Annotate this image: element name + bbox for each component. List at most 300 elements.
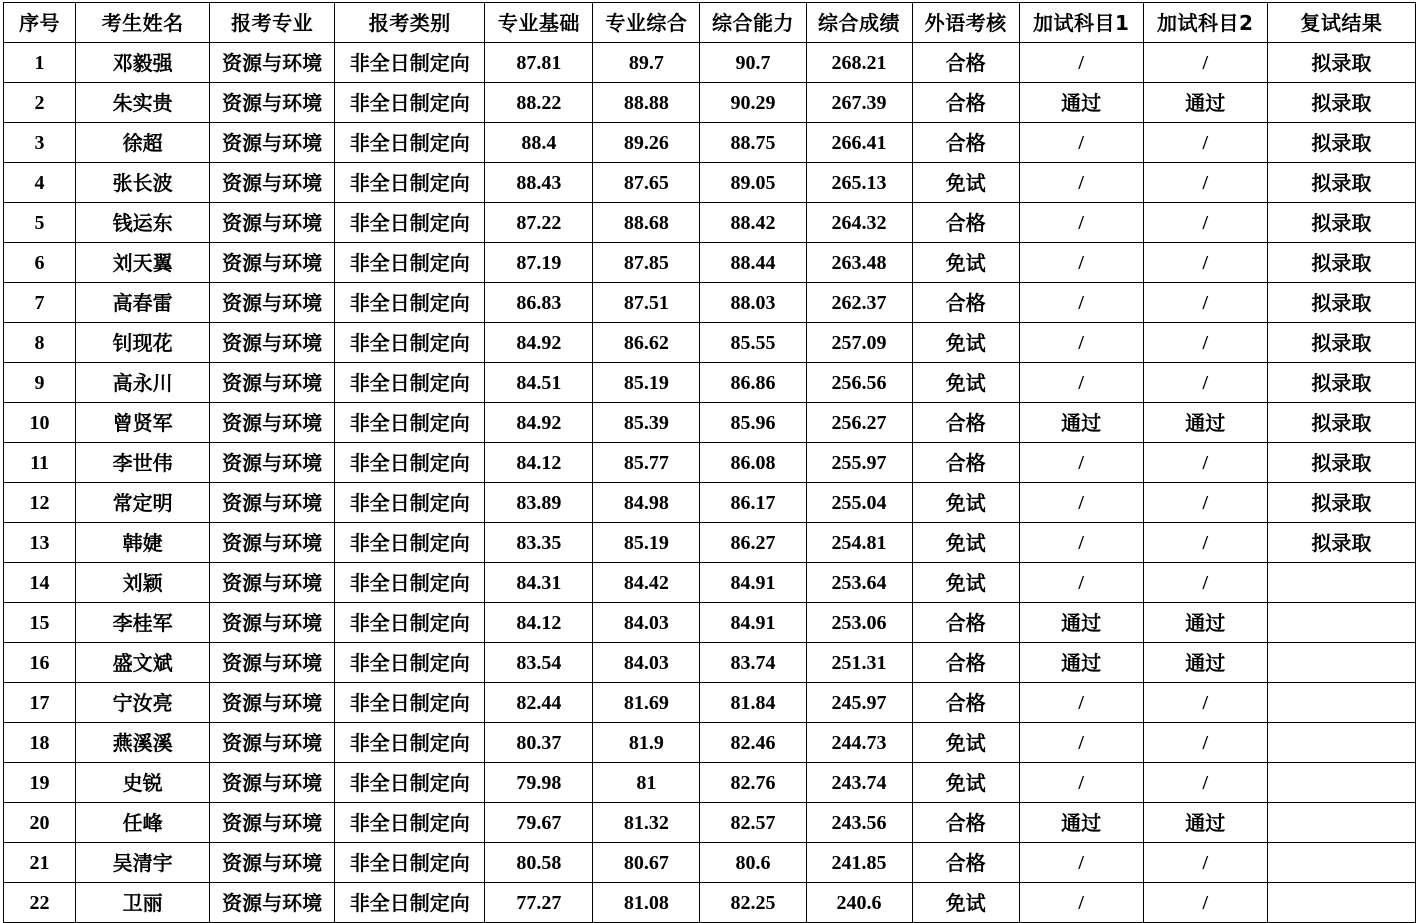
cell-major: 资源与环境	[210, 163, 335, 203]
cell-index: 22	[4, 883, 76, 923]
table-header	[4, 3, 1416, 43]
cell-total: 255.04	[806, 483, 912, 523]
cell-index: 20	[4, 803, 76, 843]
column-header-major: 报考专业	[210, 3, 335, 43]
header-row	[4, 3, 1416, 43]
cell-extra-subject-1: /	[1019, 883, 1143, 923]
cell-ability: 86.27	[700, 523, 806, 563]
cell-comprehensive: 85.19	[593, 523, 700, 563]
table-row	[4, 603, 1416, 643]
cell-comprehensive: 80.67	[593, 843, 700, 883]
cell-index: 7	[4, 283, 76, 323]
cell-comprehensive: 88.88	[593, 83, 700, 123]
cell-extra-subject-2: 通过	[1143, 603, 1267, 643]
cell-total: 245.97	[806, 683, 912, 723]
cell-index: 18	[4, 723, 76, 763]
cell-comprehensive: 84.42	[593, 563, 700, 603]
cell-major: 资源与环境	[210, 243, 335, 283]
cell-foreign-language: 免试	[912, 163, 1019, 203]
cell-extra-subject-2: /	[1143, 683, 1267, 723]
cell-extra-subject-1: /	[1019, 683, 1143, 723]
cell-ability: 88.44	[700, 243, 806, 283]
table-row	[4, 483, 1416, 523]
cell-foreign-language: 合格	[912, 643, 1019, 683]
cell-comprehensive: 87.51	[593, 283, 700, 323]
column-header-type: 报考类别	[335, 3, 485, 43]
cell-ability: 90.7	[700, 43, 806, 83]
cell-base: 84.12	[485, 443, 593, 483]
cell-total: 264.32	[806, 203, 912, 243]
cell-major: 资源与环境	[210, 43, 335, 83]
cell-major: 资源与环境	[210, 523, 335, 563]
cell-extra-subject-1: /	[1019, 483, 1143, 523]
cell-name: 徐超	[76, 123, 210, 163]
cell-type: 非全日制定向	[335, 683, 485, 723]
cell-extra-subject-1: 通过	[1019, 643, 1143, 683]
cell-total: 243.74	[806, 763, 912, 803]
cell-foreign-language: 合格	[912, 603, 1019, 643]
cell-comprehensive: 84.03	[593, 643, 700, 683]
cell-result: 拟录取	[1267, 443, 1415, 483]
cell-name: 刘颖	[76, 563, 210, 603]
cell-ability: 88.03	[700, 283, 806, 323]
cell-extra-subject-2: /	[1143, 363, 1267, 403]
cell-base: 84.51	[485, 363, 593, 403]
cell-ability: 88.75	[700, 123, 806, 163]
cell-major: 资源与环境	[210, 603, 335, 643]
cell-result: 拟录取	[1267, 203, 1415, 243]
cell-extra-subject-1: 通过	[1019, 803, 1143, 843]
cell-ability: 90.29	[700, 83, 806, 123]
cell-base: 79.67	[485, 803, 593, 843]
cell-total: 254.81	[806, 523, 912, 563]
cell-ability: 85.96	[700, 403, 806, 443]
cell-comprehensive: 88.68	[593, 203, 700, 243]
cell-comprehensive: 89.7	[593, 43, 700, 83]
cell-result	[1267, 723, 1415, 763]
cell-extra-subject-2: /	[1143, 163, 1267, 203]
cell-base: 84.31	[485, 563, 593, 603]
cell-foreign-language: 合格	[912, 203, 1019, 243]
cell-result: 拟录取	[1267, 83, 1415, 123]
cell-foreign-language: 免试	[912, 563, 1019, 603]
cell-total: 262.37	[806, 283, 912, 323]
cell-extra-subject-2: /	[1143, 843, 1267, 883]
cell-total: 253.06	[806, 603, 912, 643]
table-row	[4, 843, 1416, 883]
cell-index: 11	[4, 443, 76, 483]
cell-ability: 81.84	[700, 683, 806, 723]
cell-extra-subject-2: /	[1143, 883, 1267, 923]
cell-extra-subject-2: /	[1143, 243, 1267, 283]
cell-foreign-language: 合格	[912, 683, 1019, 723]
cell-index: 5	[4, 203, 76, 243]
column-header-foreign-language: 外语考核	[912, 3, 1019, 43]
cell-index: 21	[4, 843, 76, 883]
cell-base: 84.92	[485, 403, 593, 443]
cell-base: 77.27	[485, 883, 593, 923]
table-row	[4, 443, 1416, 483]
cell-ability: 86.17	[700, 483, 806, 523]
cell-name: 刘天翼	[76, 243, 210, 283]
cell-name: 宁汝亮	[76, 683, 210, 723]
cell-result: 拟录取	[1267, 283, 1415, 323]
cell-foreign-language: 合格	[912, 283, 1019, 323]
cell-major: 资源与环境	[210, 363, 335, 403]
column-header-total: 综合成绩	[806, 3, 912, 43]
cell-foreign-language: 免试	[912, 763, 1019, 803]
cell-extra-subject-2: 通过	[1143, 803, 1267, 843]
cell-base: 82.44	[485, 683, 593, 723]
cell-result	[1267, 763, 1415, 803]
cell-index: 4	[4, 163, 76, 203]
cell-total: 266.41	[806, 123, 912, 163]
cell-extra-subject-2: 通过	[1143, 83, 1267, 123]
cell-base: 88.43	[485, 163, 593, 203]
cell-extra-subject-1: /	[1019, 523, 1143, 563]
cell-type: 非全日制定向	[335, 883, 485, 923]
cell-major: 资源与环境	[210, 563, 335, 603]
cell-ability: 82.46	[700, 723, 806, 763]
cell-name: 常定明	[76, 483, 210, 523]
cell-comprehensive: 85.19	[593, 363, 700, 403]
cell-foreign-language: 合格	[912, 803, 1019, 843]
cell-major: 资源与环境	[210, 843, 335, 883]
cell-major: 资源与环境	[210, 123, 335, 163]
table-row	[4, 883, 1416, 923]
cell-foreign-language: 免试	[912, 243, 1019, 283]
cell-ability: 82.76	[700, 763, 806, 803]
admission-score-table	[3, 2, 1416, 923]
cell-type: 非全日制定向	[335, 363, 485, 403]
cell-type: 非全日制定向	[335, 803, 485, 843]
cell-foreign-language: 合格	[912, 43, 1019, 83]
cell-total: 251.31	[806, 643, 912, 683]
cell-result: 拟录取	[1267, 123, 1415, 163]
table-row	[4, 403, 1416, 443]
cell-name: 吴清宇	[76, 843, 210, 883]
cell-foreign-language: 免试	[912, 323, 1019, 363]
cell-result	[1267, 643, 1415, 683]
cell-result: 拟录取	[1267, 243, 1415, 283]
cell-index: 8	[4, 323, 76, 363]
cell-extra-subject-1: /	[1019, 843, 1143, 883]
cell-index: 3	[4, 123, 76, 163]
column-header-extra-subject-1: 加试科目1	[1019, 3, 1143, 43]
cell-type: 非全日制定向	[335, 483, 485, 523]
cell-result	[1267, 803, 1415, 843]
cell-name: 邓毅强	[76, 43, 210, 83]
cell-base: 83.35	[485, 523, 593, 563]
cell-extra-subject-2: /	[1143, 483, 1267, 523]
cell-name: 朱实贵	[76, 83, 210, 123]
cell-total: 267.39	[806, 83, 912, 123]
cell-extra-subject-2: /	[1143, 723, 1267, 763]
cell-result: 拟录取	[1267, 363, 1415, 403]
cell-major: 资源与环境	[210, 803, 335, 843]
table-row	[4, 563, 1416, 603]
cell-total: 244.73	[806, 723, 912, 763]
cell-foreign-language: 免试	[912, 883, 1019, 923]
cell-index: 12	[4, 483, 76, 523]
cell-extra-subject-1: 通过	[1019, 403, 1143, 443]
cell-name: 高春雷	[76, 283, 210, 323]
cell-major: 资源与环境	[210, 83, 335, 123]
cell-extra-subject-2: 通过	[1143, 643, 1267, 683]
cell-extra-subject-1: /	[1019, 203, 1143, 243]
table-row	[4, 323, 1416, 363]
cell-base: 83.54	[485, 643, 593, 683]
cell-foreign-language: 合格	[912, 843, 1019, 883]
cell-comprehensive: 85.39	[593, 403, 700, 443]
cell-total: 253.64	[806, 563, 912, 603]
cell-name: 卫丽	[76, 883, 210, 923]
cell-foreign-language: 合格	[912, 443, 1019, 483]
table-row	[4, 763, 1416, 803]
cell-comprehensive: 89.26	[593, 123, 700, 163]
table-row	[4, 283, 1416, 323]
cell-type: 非全日制定向	[335, 83, 485, 123]
cell-name: 史锐	[76, 763, 210, 803]
table-row	[4, 523, 1416, 563]
cell-index: 17	[4, 683, 76, 723]
cell-ability: 86.08	[700, 443, 806, 483]
cell-major: 资源与环境	[210, 763, 335, 803]
cell-index: 2	[4, 83, 76, 123]
cell-extra-subject-2: /	[1143, 123, 1267, 163]
column-header-comprehensive: 专业综合	[593, 3, 700, 43]
cell-comprehensive: 87.65	[593, 163, 700, 203]
cell-base: 83.89	[485, 483, 593, 523]
cell-index: 19	[4, 763, 76, 803]
table-row	[4, 643, 1416, 683]
table-row	[4, 43, 1416, 83]
cell-extra-subject-2: /	[1143, 43, 1267, 83]
cell-comprehensive: 84.98	[593, 483, 700, 523]
cell-type: 非全日制定向	[335, 163, 485, 203]
cell-index: 1	[4, 43, 76, 83]
cell-index: 9	[4, 363, 76, 403]
cell-type: 非全日制定向	[335, 243, 485, 283]
cell-type: 非全日制定向	[335, 643, 485, 683]
cell-major: 资源与环境	[210, 643, 335, 683]
cell-ability: 84.91	[700, 603, 806, 643]
cell-extra-subject-2: 通过	[1143, 403, 1267, 443]
cell-total: 240.6	[806, 883, 912, 923]
cell-result	[1267, 563, 1415, 603]
cell-name: 韩婕	[76, 523, 210, 563]
column-header-base: 专业基础	[485, 3, 593, 43]
cell-extra-subject-2: /	[1143, 523, 1267, 563]
cell-type: 非全日制定向	[335, 763, 485, 803]
cell-index: 10	[4, 403, 76, 443]
cell-base: 79.98	[485, 763, 593, 803]
cell-total: 256.56	[806, 363, 912, 403]
table-row	[4, 243, 1416, 283]
cell-name: 任峰	[76, 803, 210, 843]
cell-comprehensive: 85.77	[593, 443, 700, 483]
cell-base: 84.92	[485, 323, 593, 363]
cell-type: 非全日制定向	[335, 723, 485, 763]
cell-extra-subject-2: /	[1143, 323, 1267, 363]
cell-foreign-language: 合格	[912, 83, 1019, 123]
cell-base: 87.81	[485, 43, 593, 83]
cell-ability: 82.57	[700, 803, 806, 843]
cell-foreign-language: 免试	[912, 483, 1019, 523]
cell-extra-subject-1: 通过	[1019, 603, 1143, 643]
cell-major: 资源与环境	[210, 683, 335, 723]
cell-extra-subject-1: /	[1019, 723, 1143, 763]
cell-ability: 85.55	[700, 323, 806, 363]
cell-total: 263.48	[806, 243, 912, 283]
cell-ability: 88.42	[700, 203, 806, 243]
cell-ability: 80.6	[700, 843, 806, 883]
cell-extra-subject-1: /	[1019, 563, 1143, 603]
cell-base: 86.83	[485, 283, 593, 323]
cell-type: 非全日制定向	[335, 123, 485, 163]
cell-name: 李桂军	[76, 603, 210, 643]
cell-index: 14	[4, 563, 76, 603]
cell-result	[1267, 883, 1415, 923]
cell-base: 87.22	[485, 203, 593, 243]
cell-name: 张长波	[76, 163, 210, 203]
cell-type: 非全日制定向	[335, 283, 485, 323]
cell-name: 曾贤军	[76, 403, 210, 443]
column-header-ability: 综合能力	[700, 3, 806, 43]
cell-foreign-language: 免试	[912, 523, 1019, 563]
cell-index: 6	[4, 243, 76, 283]
cell-result: 拟录取	[1267, 403, 1415, 443]
cell-comprehensive: 81.32	[593, 803, 700, 843]
cell-base: 87.19	[485, 243, 593, 283]
cell-result: 拟录取	[1267, 163, 1415, 203]
cell-total: 255.97	[806, 443, 912, 483]
cell-result	[1267, 843, 1415, 883]
cell-type: 非全日制定向	[335, 523, 485, 563]
cell-extra-subject-1: 通过	[1019, 83, 1143, 123]
cell-foreign-language: 免试	[912, 363, 1019, 403]
cell-base: 88.22	[485, 83, 593, 123]
table-row	[4, 163, 1416, 203]
cell-major: 资源与环境	[210, 203, 335, 243]
cell-base: 80.58	[485, 843, 593, 883]
column-header-extra-subject-2: 加试科目2	[1143, 3, 1267, 43]
cell-comprehensive: 84.03	[593, 603, 700, 643]
cell-ability: 84.91	[700, 563, 806, 603]
cell-extra-subject-1: /	[1019, 123, 1143, 163]
cell-major: 资源与环境	[210, 483, 335, 523]
cell-extra-subject-1: /	[1019, 43, 1143, 83]
cell-comprehensive: 81.9	[593, 723, 700, 763]
cell-index: 16	[4, 643, 76, 683]
cell-ability: 86.86	[700, 363, 806, 403]
cell-name: 盛文斌	[76, 643, 210, 683]
cell-foreign-language: 免试	[912, 723, 1019, 763]
cell-extra-subject-1: /	[1019, 323, 1143, 363]
cell-result	[1267, 603, 1415, 643]
cell-base: 84.12	[485, 603, 593, 643]
cell-foreign-language: 合格	[912, 123, 1019, 163]
cell-result	[1267, 683, 1415, 723]
cell-extra-subject-1: /	[1019, 163, 1143, 203]
cell-type: 非全日制定向	[335, 603, 485, 643]
cell-extra-subject-1: /	[1019, 363, 1143, 403]
cell-extra-subject-1: /	[1019, 443, 1143, 483]
cell-extra-subject-2: /	[1143, 443, 1267, 483]
cell-extra-subject-2: /	[1143, 763, 1267, 803]
table-row	[4, 83, 1416, 123]
cell-extra-subject-1: /	[1019, 763, 1143, 803]
cell-major: 资源与环境	[210, 443, 335, 483]
cell-foreign-language: 合格	[912, 403, 1019, 443]
cell-extra-subject-1: /	[1019, 283, 1143, 323]
cell-total: 241.85	[806, 843, 912, 883]
cell-ability: 82.25	[700, 883, 806, 923]
cell-major: 资源与环境	[210, 883, 335, 923]
cell-comprehensive: 81.69	[593, 683, 700, 723]
column-header-index: 序号	[4, 3, 76, 43]
column-header-result: 复试结果	[1267, 3, 1415, 43]
cell-type: 非全日制定向	[335, 443, 485, 483]
cell-index: 15	[4, 603, 76, 643]
cell-type: 非全日制定向	[335, 843, 485, 883]
cell-result: 拟录取	[1267, 323, 1415, 363]
cell-total: 265.13	[806, 163, 912, 203]
cell-comprehensive: 81.08	[593, 883, 700, 923]
cell-name: 高永川	[76, 363, 210, 403]
table-row	[4, 723, 1416, 763]
cell-total: 268.21	[806, 43, 912, 83]
cell-extra-subject-1: /	[1019, 243, 1143, 283]
score-sheet	[0, 2, 1419, 915]
cell-comprehensive: 87.85	[593, 243, 700, 283]
cell-type: 非全日制定向	[335, 563, 485, 603]
cell-total: 256.27	[806, 403, 912, 443]
table-row	[4, 683, 1416, 723]
cell-ability: 83.74	[700, 643, 806, 683]
cell-name: 钱运东	[76, 203, 210, 243]
cell-extra-subject-2: /	[1143, 283, 1267, 323]
table-row	[4, 203, 1416, 243]
cell-result: 拟录取	[1267, 483, 1415, 523]
cell-extra-subject-2: /	[1143, 203, 1267, 243]
cell-name: 钊现花	[76, 323, 210, 363]
cell-ability: 89.05	[700, 163, 806, 203]
cell-name: 李世伟	[76, 443, 210, 483]
cell-base: 80.37	[485, 723, 593, 763]
cell-comprehensive: 86.62	[593, 323, 700, 363]
cell-name: 燕溪溪	[76, 723, 210, 763]
cell-type: 非全日制定向	[335, 323, 485, 363]
cell-major: 资源与环境	[210, 283, 335, 323]
cell-index: 13	[4, 523, 76, 563]
cell-comprehensive: 81	[593, 763, 700, 803]
table-row	[4, 123, 1416, 163]
cell-extra-subject-2: /	[1143, 563, 1267, 603]
cell-result: 拟录取	[1267, 523, 1415, 563]
cell-result: 拟录取	[1267, 43, 1415, 83]
cell-major: 资源与环境	[210, 403, 335, 443]
cell-base: 88.4	[485, 123, 593, 163]
cell-major: 资源与环境	[210, 723, 335, 763]
column-header-name: 考生姓名	[76, 3, 210, 43]
table-row	[4, 803, 1416, 843]
cell-type: 非全日制定向	[335, 203, 485, 243]
table-row	[4, 363, 1416, 403]
table-body	[4, 43, 1416, 923]
cell-type: 非全日制定向	[335, 403, 485, 443]
cell-total: 243.56	[806, 803, 912, 843]
